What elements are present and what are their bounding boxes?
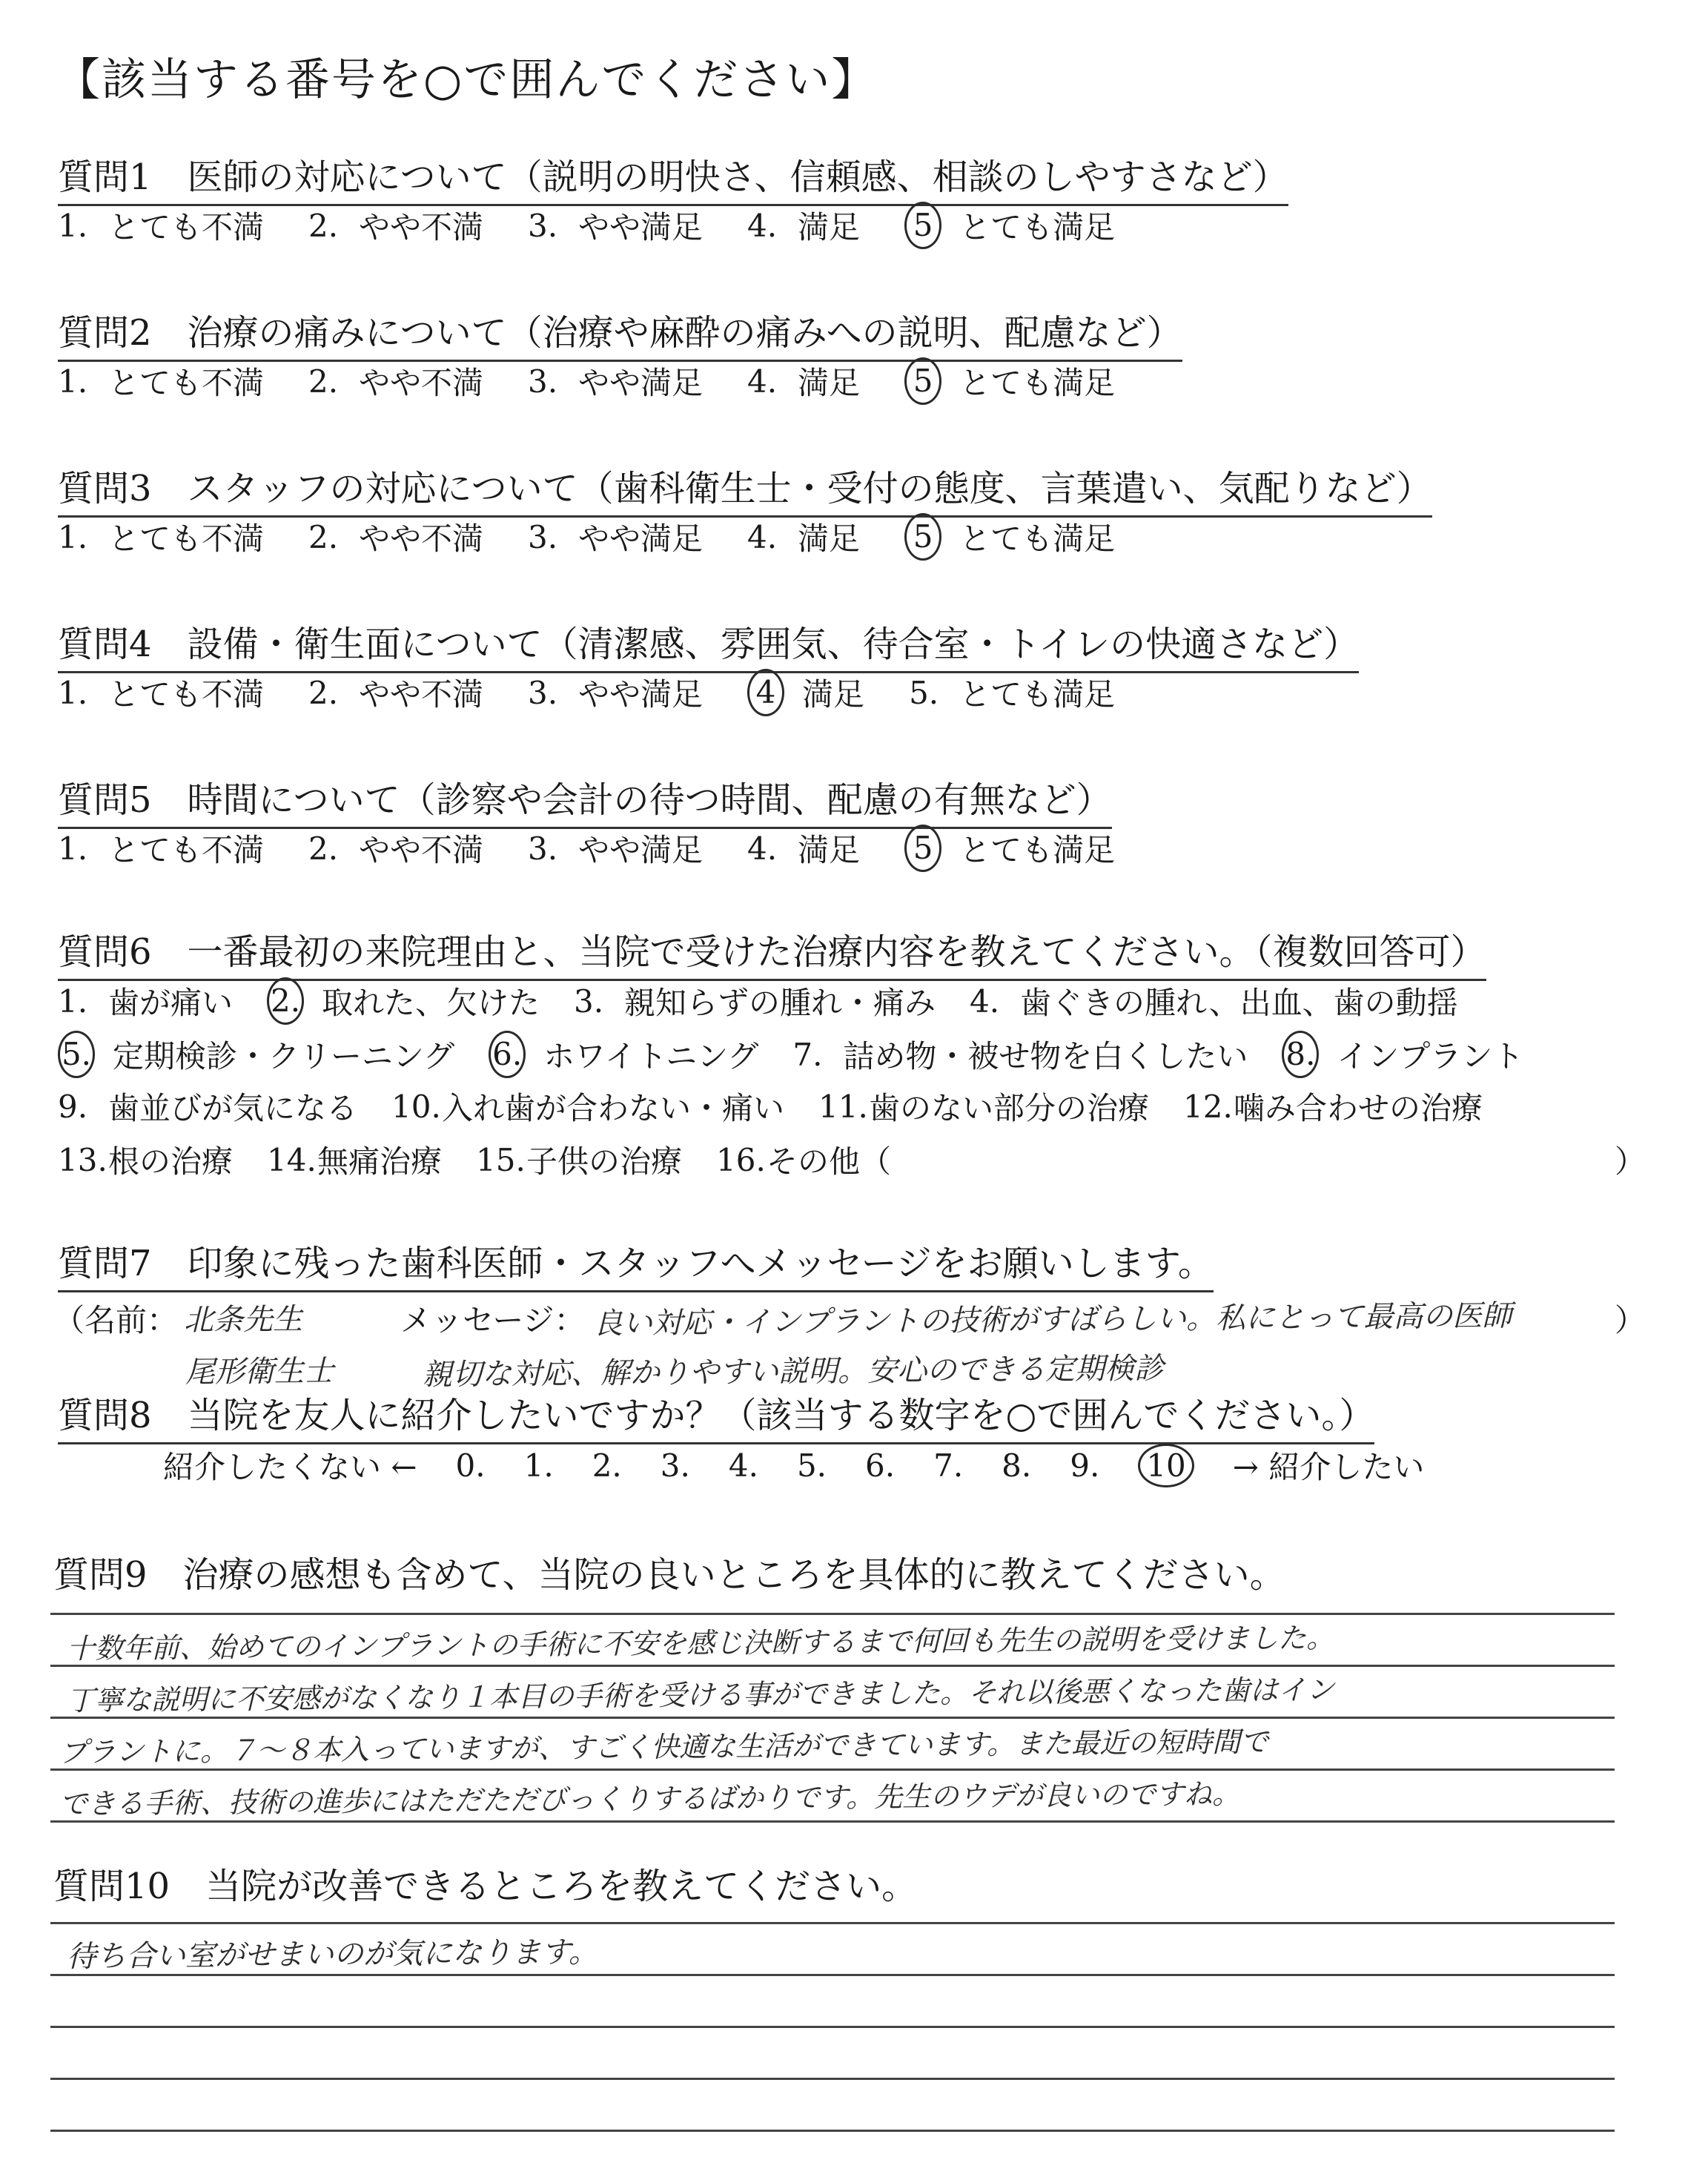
q6-option-5-selected[interactable]: 5. 定期検診・クリーニング (58, 1031, 454, 1078)
q1-option-3[interactable]: 3. やや満足 (528, 207, 704, 245)
q6-option-4[interactable]: 4. 歯ぐきの腫れ、出血、歯の動揺 (970, 982, 1458, 1021)
q8-option-6[interactable]: 6. (865, 1447, 896, 1484)
q8-right-label: → 紹介したい (1232, 1449, 1425, 1485)
q9-answer-line-2: 丁寧な説明に不安感がなくなり１本目の手術を受ける事ができました。それ以後悪くなった歯はイン (66, 1673, 1335, 1717)
q5-option-4[interactable]: 4. 満足 (747, 830, 861, 868)
q9-answer-line-1: 十数年前、始めてのインプラントの手術に不安を感じ決断するまで何回も先生の説明を受けました。 (66, 1621, 1335, 1665)
q6-row-2 (58, 1031, 1558, 1078)
q6-option-11[interactable]: 11. 歯のない部分の治療 (818, 1088, 1150, 1126)
q10-rule-3 (50, 2026, 1615, 2028)
q3-option-3[interactable]: 3. やや満足 (528, 518, 704, 557)
q1-option-1[interactable]: 1. とても不満 (58, 207, 265, 245)
question-6-label: 質問6 一番最初の来院理由と、当院で受けた治療内容を教えてください。（複数回答可） (58, 923, 1486, 981)
q4-option-2[interactable]: 2. やや不満 (308, 674, 484, 713)
q4-option-4-selected[interactable]: 4 満足 (747, 669, 864, 716)
q9-answer-line-3: プラントに。７～８本入っていますが、すごく快適な生活ができています。また最近の短時間で (59, 1725, 1269, 1769)
q2-option-1[interactable]: 1. とても不満 (58, 363, 265, 401)
q5-option-3[interactable]: 3. やや満足 (528, 830, 704, 868)
q7-message-1: 良い対応・インプラントの技術がすばらしい。私にとって最高の医師 (592, 1298, 1512, 1341)
question-5-label: 質問5 時間について（診察や会計の待つ時間、配慮の有無など） (58, 771, 1112, 829)
question-1-options (58, 202, 1159, 249)
q2-option-5-selected[interactable]: 5 とても満足 (904, 357, 1115, 405)
q7-name-label: （名前： (53, 1302, 179, 1338)
q1-option-4[interactable]: 4. 満足 (747, 207, 861, 245)
q1-option-5-selected[interactable]: 5 とても満足 (904, 202, 1115, 249)
q9-rule-3 (50, 1717, 1615, 1719)
question-2-label: 質問2 治療の痛みについて（治療や麻酔の痛みへの説明、配慮など） (58, 304, 1182, 362)
q8-option-9[interactable]: 9. (1070, 1447, 1100, 1484)
q8-scale (163, 1443, 1463, 1487)
question-5-options (58, 825, 1159, 872)
question-8-label: 質問8 当院を友人に紹介したいですか？（該当する数字を○で囲んでください。） (58, 1387, 1374, 1444)
q7-close: ） (1615, 1302, 1646, 1338)
q6-row-1 (58, 977, 1492, 1025)
q6-option-1[interactable]: 1. 歯が痛い (58, 982, 234, 1021)
q9-rule-1 (50, 1613, 1615, 1615)
question-9-label: 質問9 治療の感想も含めて、当院の良いところを具体的に教えてください。 (53, 1554, 1285, 1596)
q8-option-1[interactable]: 1. (523, 1447, 554, 1484)
q4-option-3[interactable]: 3. やや満足 (528, 674, 704, 713)
page-title: 【該当する番号を○で囲んでください】 (56, 54, 878, 106)
q10-rule-5 (50, 2130, 1615, 2132)
q3-option-1[interactable]: 1. とても不満 (58, 518, 265, 557)
q8-option-3[interactable]: 3. (660, 1447, 690, 1484)
q7-message-label: メッセージ： (400, 1302, 586, 1338)
question-1-label: 質問1 医師の対応について（説明の明快さ、信頼感、相談のしやすさなど） (58, 148, 1288, 206)
q7-message-2: 親切な対応、解かりやすい説明。安心のできる定期検診 (422, 1351, 1165, 1393)
q3-option-4[interactable]: 4. 満足 (747, 518, 861, 557)
q8-option-0[interactable]: 0. (455, 1447, 486, 1484)
q5-option-2[interactable]: 2. やや不満 (308, 830, 484, 868)
q9-rule-5 (50, 1820, 1615, 1823)
q6-row-3 (58, 1084, 1517, 1129)
q6-other-close: ） (1615, 1143, 1646, 1180)
q10-answer-line-1: 待ち合い室がせまいのが気になります。 (66, 1935, 599, 1975)
question-4-options (58, 669, 1159, 716)
q6-option-8-selected[interactable]: 8. インプラント (1282, 1031, 1523, 1078)
q6-option-14[interactable]: 14. 無痛治療 (267, 1141, 443, 1180)
q2-option-3[interactable]: 3. やや満足 (528, 363, 704, 401)
question-10-label: 質問10 当院が改善できるところを教えてください。 (53, 1866, 918, 1907)
q6-option-16[interactable]: 16. その他（ (716, 1141, 892, 1180)
q1-option-2[interactable]: 2. やや不満 (308, 207, 484, 245)
q8-option-5[interactable]: 5. (796, 1447, 827, 1484)
q6-option-9[interactable]: 9. 歯並びが気になる (58, 1088, 358, 1126)
q6-option-2-selected[interactable]: 2. 取れた、欠けた (267, 977, 540, 1025)
q5-option-5-selected[interactable]: 5 とても満足 (904, 825, 1115, 872)
q6-option-6-selected[interactable]: 6. ホワイトニング (489, 1031, 758, 1078)
q6-option-7[interactable]: 7. 詰め物・被せ物を白くしたい (792, 1036, 1248, 1074)
q10-rule-2 (50, 1974, 1615, 1976)
question-4-label: 質問4 設備・衛生面について（清潔感、雰囲気、待合室・トイレの快適さなど） (58, 615, 1359, 673)
q6-option-13[interactable]: 13. 根の治療 (58, 1141, 234, 1180)
q6-option-15[interactable]: 15. 子供の治療 (476, 1141, 683, 1180)
q8-left-label: 紹介したくない ← (163, 1449, 417, 1485)
q4-option-5[interactable]: 5. とても満足 (909, 674, 1116, 713)
q5-option-1[interactable]: 1. とても不満 (58, 830, 265, 868)
q6-option-12[interactable]: 12. 噛み合わせの治療 (1183, 1088, 1483, 1126)
q8-option-8[interactable]: 8. (1002, 1447, 1032, 1484)
q6-option-3[interactable]: 3. 親知らずの腫れ・痛み (574, 982, 936, 1021)
q9-rule-2 (50, 1665, 1615, 1667)
q8-option-2[interactable]: 2. (592, 1447, 622, 1484)
q3-option-5-selected[interactable]: 5 とても満足 (904, 513, 1115, 561)
q7-name-1: 北条先生 (183, 1302, 303, 1338)
q8-option-7[interactable]: 7. (933, 1447, 964, 1484)
question-7-label: 質問7 印象に残った歯科医師・スタッフへメッセージをお願いします。 (58, 1235, 1214, 1292)
q10-rule-1 (50, 1922, 1615, 1924)
q6-row-4 (58, 1137, 925, 1182)
question-2-options (58, 357, 1159, 405)
q7-name-2: 尾形衛生士 (185, 1354, 334, 1390)
q9-answer-line-4: できる手術、技術の進歩にはただただびっくりするばかりです。先生のウデが良いのですね。 (59, 1777, 1241, 1820)
q9-rule-4 (50, 1768, 1615, 1771)
q2-option-4[interactable]: 4. 満足 (747, 363, 861, 401)
q3-option-2[interactable]: 2. やや不満 (308, 518, 484, 557)
q8-option-10-selected[interactable]: 10 (1138, 1444, 1194, 1487)
q4-option-1[interactable]: 1. とても不満 (58, 674, 265, 713)
q2-option-2[interactable]: 2. やや不満 (308, 363, 484, 401)
q6-option-10[interactable]: 10. 入れ歯が合わない・痛い (391, 1088, 785, 1126)
question-3-options (58, 513, 1159, 561)
question-3-label: 質問3 スタッフの対応について（歯科衛生士・受付の態度、言葉遣い、気配りなど） (58, 460, 1432, 518)
q8-option-4[interactable]: 4. (728, 1447, 758, 1484)
q10-rule-4 (50, 2078, 1615, 2080)
